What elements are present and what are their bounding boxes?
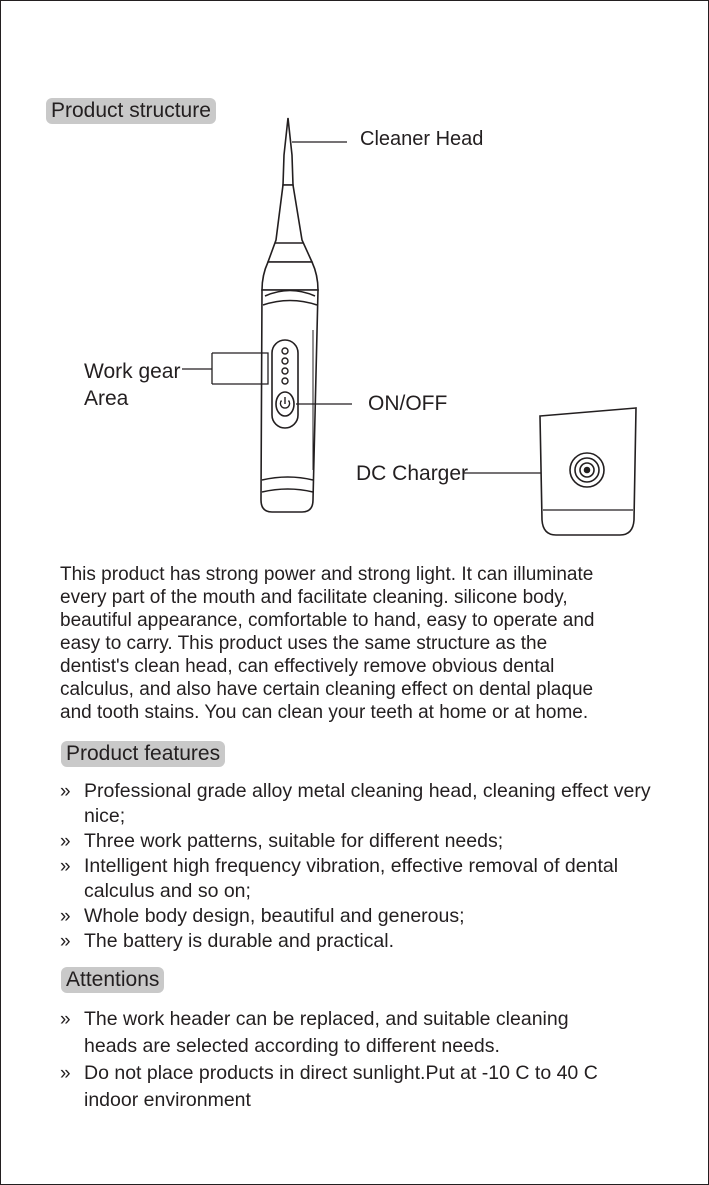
led-indicator xyxy=(282,378,288,384)
label-on-off: ON/OFF xyxy=(368,392,448,415)
attention-text-cont: heads are selected according to different needs. xyxy=(84,1035,500,1057)
product-description xyxy=(60,563,660,724)
double-chevron-icon: » xyxy=(60,906,68,927)
product-diagram xyxy=(0,0,709,560)
feature-text-cont: nice; xyxy=(84,805,126,827)
list-item xyxy=(60,829,700,854)
section-title-features: Product features xyxy=(61,741,225,767)
double-chevron-icon: » xyxy=(60,931,68,952)
section-title-structure: Product structure xyxy=(46,98,216,124)
feature-text: Three work patterns, suitable for different needs; xyxy=(84,830,504,852)
description-line: This product has strong power and strong light. It can illuminate xyxy=(60,564,594,585)
led-indicator xyxy=(282,368,288,374)
description-line: dentist's clean head, can effectively remove obvious dental xyxy=(60,656,555,677)
list-item xyxy=(60,779,700,829)
feature-text: The battery is durable and practical. xyxy=(84,930,395,952)
feature-text: Intelligent high frequency vibration, effective removal of dental xyxy=(84,855,619,877)
section-title-attentions: Attentions xyxy=(61,967,164,993)
list-item xyxy=(60,929,700,954)
list-item xyxy=(60,1060,700,1114)
double-chevron-icon: » xyxy=(60,1063,68,1084)
list-item xyxy=(60,1006,700,1060)
feature-text-cont: calculus and so on; xyxy=(84,880,251,902)
attention-text: Do not place products in direct sunlight.Put at -10 C to 40 C xyxy=(84,1062,598,1084)
device-collar xyxy=(262,262,318,290)
double-chevron-icon: » xyxy=(60,1009,68,1030)
double-chevron-icon: » xyxy=(60,856,68,877)
description-line: calculus, and also have certain cleaning effect on dental plaque xyxy=(60,679,594,700)
double-chevron-icon: » xyxy=(60,781,68,802)
feature-text: Whole body design, beautiful and generous; xyxy=(84,905,465,927)
label-dc-charger: DC Charger xyxy=(356,462,469,485)
feature-text: Professional grade alloy metal cleaning head, cleaning effect very xyxy=(84,780,651,802)
label-work-gear: Work gear xyxy=(84,360,181,383)
cleaner-neck xyxy=(268,185,312,262)
description-line: easy to carry. This product uses the same structure as the xyxy=(60,633,548,654)
description-line: beautiful appearance, comfortable to hand, easy to operate and xyxy=(60,610,595,631)
led-indicator xyxy=(282,358,288,364)
features-list xyxy=(60,779,700,954)
attentions-list xyxy=(60,1006,700,1114)
description-line: and tooth stains. You can clean your teeth at home or at home. xyxy=(60,702,589,723)
led-indicator xyxy=(282,348,288,354)
label-work-gear-area: Area xyxy=(84,387,129,410)
list-item xyxy=(60,854,700,904)
double-chevron-icon: » xyxy=(60,831,68,852)
attention-text-cont: indoor environment xyxy=(84,1089,251,1111)
attention-text: The work header can be replaced, and suitable cleaning xyxy=(84,1008,569,1030)
work-gear-bracket xyxy=(212,353,268,384)
list-item xyxy=(60,904,700,929)
description-line: every part of the mouth and facilitate cleaning. silicone body, xyxy=(60,587,568,608)
label-cleaner-head: Cleaner Head xyxy=(360,128,484,150)
cleaner-tip xyxy=(283,118,293,185)
